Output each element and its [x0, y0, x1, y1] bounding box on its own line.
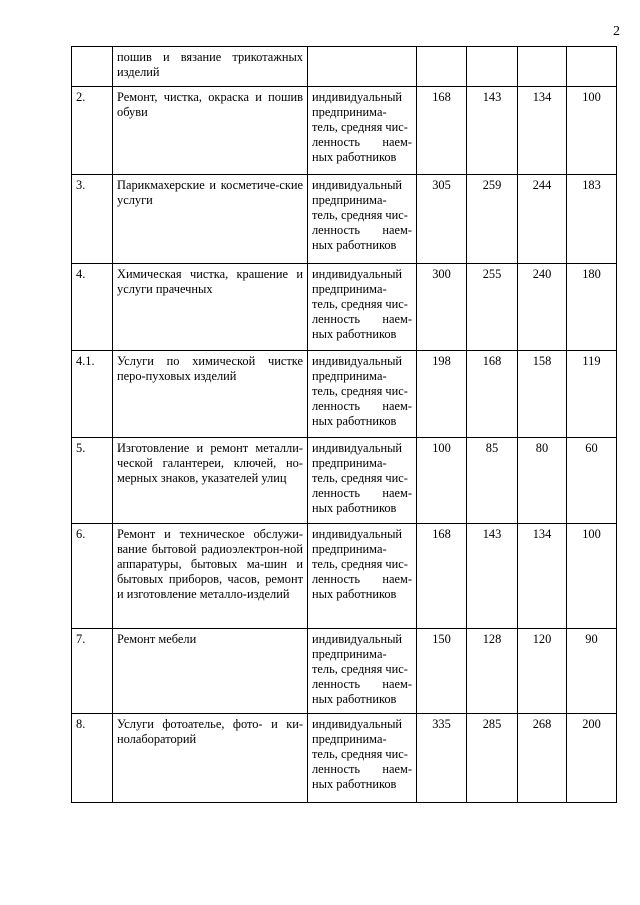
- entity-line: ных работников: [312, 692, 397, 706]
- value-cell-1: 198: [417, 351, 467, 438]
- service-description-cell: Ремонт и техническое обслужи-вание бытовой радиоэлектрон-ной аппаратуры, бытовых ма-шин и бытовых приборов, часов, ремонт и изготовление металло-изделий: [113, 524, 308, 629]
- table-row: [72, 438, 617, 524]
- entity-line: тель, средняя чис-: [312, 208, 408, 222]
- entity-line: ленность наем-: [312, 677, 412, 691]
- entity-cell: [308, 264, 417, 351]
- row-number-cell: 4.: [72, 264, 113, 351]
- entity-line: предпринима-: [312, 542, 387, 556]
- value-cell-3: 134: [518, 87, 567, 175]
- entity-line: ленность наем-: [312, 572, 412, 586]
- entity-line: ных работников: [312, 327, 397, 341]
- entity-cell: [308, 629, 417, 714]
- row-number-cell: [72, 47, 113, 87]
- entity-line: предпринима-: [312, 456, 387, 470]
- value-cell-2: 143: [467, 524, 518, 629]
- entity-line: предпринима-: [312, 732, 387, 746]
- entity-line: ленность наем-: [312, 399, 412, 413]
- value-cell-4: 119: [567, 351, 617, 438]
- value-cell-2: 128: [467, 629, 518, 714]
- value-cell-3: 240: [518, 264, 567, 351]
- entity-line: тель, средняя чис-: [312, 747, 408, 761]
- value-cell-3: 80: [518, 438, 567, 524]
- value-cell-2: 85: [467, 438, 518, 524]
- row-number-cell: 2.: [72, 87, 113, 175]
- value-cell-3: 244: [518, 175, 567, 264]
- entity-line: ных работников: [312, 501, 397, 515]
- table-row: [72, 524, 617, 629]
- value-cell-1: 305: [417, 175, 467, 264]
- value-cell-2: 285: [467, 714, 518, 803]
- entity-line: ленность наем-: [312, 312, 412, 326]
- value-cell-4: 90: [567, 629, 617, 714]
- service-description-cell: Ремонт, чистка, окраска и пошив обуви: [113, 87, 308, 175]
- table-row: [72, 264, 617, 351]
- tariff-table: [71, 46, 617, 803]
- value-cell-1: 168: [417, 87, 467, 175]
- entity-line: тель, средняя чис-: [312, 120, 408, 134]
- value-cell-3: 120: [518, 629, 567, 714]
- value-cell-1: 168: [417, 524, 467, 629]
- service-description-cell: Услуги по химической чистке перо-пуховых изделий: [113, 351, 308, 438]
- value-cell-3: [518, 47, 567, 87]
- service-description-cell: Услуги фотоателье, фото- и ки-нолабораторий: [113, 714, 308, 803]
- value-cell-3: 268: [518, 714, 567, 803]
- entity-line: тель, средняя чис-: [312, 662, 408, 676]
- entity-line: ных работников: [312, 414, 397, 428]
- entity-cell: [308, 47, 417, 87]
- value-cell-2: 259: [467, 175, 518, 264]
- entity-line: тель, средняя чис-: [312, 557, 408, 571]
- entity-line: тель, средняя чис-: [312, 297, 408, 311]
- entity-line: индивидуальный: [312, 441, 403, 455]
- entity-line: ленность наем-: [312, 135, 412, 149]
- table-row: [72, 87, 617, 175]
- entity-line: индивидуальный: [312, 178, 403, 192]
- entity-line: предпринима-: [312, 647, 387, 661]
- row-number-cell: 6.: [72, 524, 113, 629]
- entity-line: предпринима-: [312, 282, 387, 296]
- value-cell-1: 335: [417, 714, 467, 803]
- entity-line: ленность наем-: [312, 223, 412, 237]
- value-cell-4: 100: [567, 524, 617, 629]
- row-number-cell: 5.: [72, 438, 113, 524]
- entity-cell: [308, 175, 417, 264]
- entity-line: предпринима-: [312, 369, 387, 383]
- entity-cell: [308, 524, 417, 629]
- service-description-cell: Химическая чистка, крашение и услуги прачечных: [113, 264, 308, 351]
- entity-cell: [308, 714, 417, 803]
- table-row: [72, 629, 617, 714]
- value-cell-1: 300: [417, 264, 467, 351]
- entity-line: ных работников: [312, 150, 397, 164]
- row-number-cell: 7.: [72, 629, 113, 714]
- entity-line: индивидуальный: [312, 267, 403, 281]
- table-row: [72, 175, 617, 264]
- entity-line: индивидуальный: [312, 527, 403, 541]
- row-number-cell: 3.: [72, 175, 113, 264]
- value-cell-3: 134: [518, 524, 567, 629]
- row-number-cell: 8.: [72, 714, 113, 803]
- entity-cell: [308, 87, 417, 175]
- page-number: 2: [613, 24, 620, 39]
- service-description-cell: пошив и вязание трикотажных изделий: [113, 47, 308, 87]
- entity-cell: [308, 351, 417, 438]
- value-cell-4: [567, 47, 617, 87]
- value-cell-1: 100: [417, 438, 467, 524]
- service-description-cell: Изготовление и ремонт металли-ческой галантереи, ключей, но-мерных знаков, указателей улиц: [113, 438, 308, 524]
- entity-line: тель, средняя чис-: [312, 384, 408, 398]
- value-cell-3: 158: [518, 351, 567, 438]
- entity-line: предпринима-: [312, 105, 387, 119]
- entity-line: ных работников: [312, 777, 397, 791]
- value-cell-1: 150: [417, 629, 467, 714]
- value-cell-4: 180: [567, 264, 617, 351]
- service-description-cell: Ремонт мебели: [113, 629, 308, 714]
- entity-line: ленность наем-: [312, 762, 412, 776]
- entity-line: ленность наем-: [312, 486, 412, 500]
- entity-line: предпринима-: [312, 193, 387, 207]
- table-row: [72, 714, 617, 803]
- entity-line: индивидуальный: [312, 717, 403, 731]
- row-number-cell: 4.1.: [72, 351, 113, 438]
- value-cell-2: 143: [467, 87, 518, 175]
- entity-line: индивидуальный: [312, 354, 403, 368]
- value-cell-2: [467, 47, 518, 87]
- value-cell-4: 200: [567, 714, 617, 803]
- entity-line: тель, средняя чис-: [312, 471, 408, 485]
- table-row: [72, 47, 617, 87]
- value-cell-1: [417, 47, 467, 87]
- entity-line: индивидуальный: [312, 90, 403, 104]
- value-cell-2: 255: [467, 264, 518, 351]
- table-row: [72, 351, 617, 438]
- entity-line: ных работников: [312, 238, 397, 252]
- entity-line: индивидуальный: [312, 632, 403, 646]
- value-cell-2: 168: [467, 351, 518, 438]
- value-cell-4: 60: [567, 438, 617, 524]
- value-cell-4: 183: [567, 175, 617, 264]
- entity-cell: [308, 438, 417, 524]
- entity-line: ных работников: [312, 587, 397, 601]
- value-cell-4: 100: [567, 87, 617, 175]
- service-description-cell: Парикмахерские и косметиче-ские услуги: [113, 175, 308, 264]
